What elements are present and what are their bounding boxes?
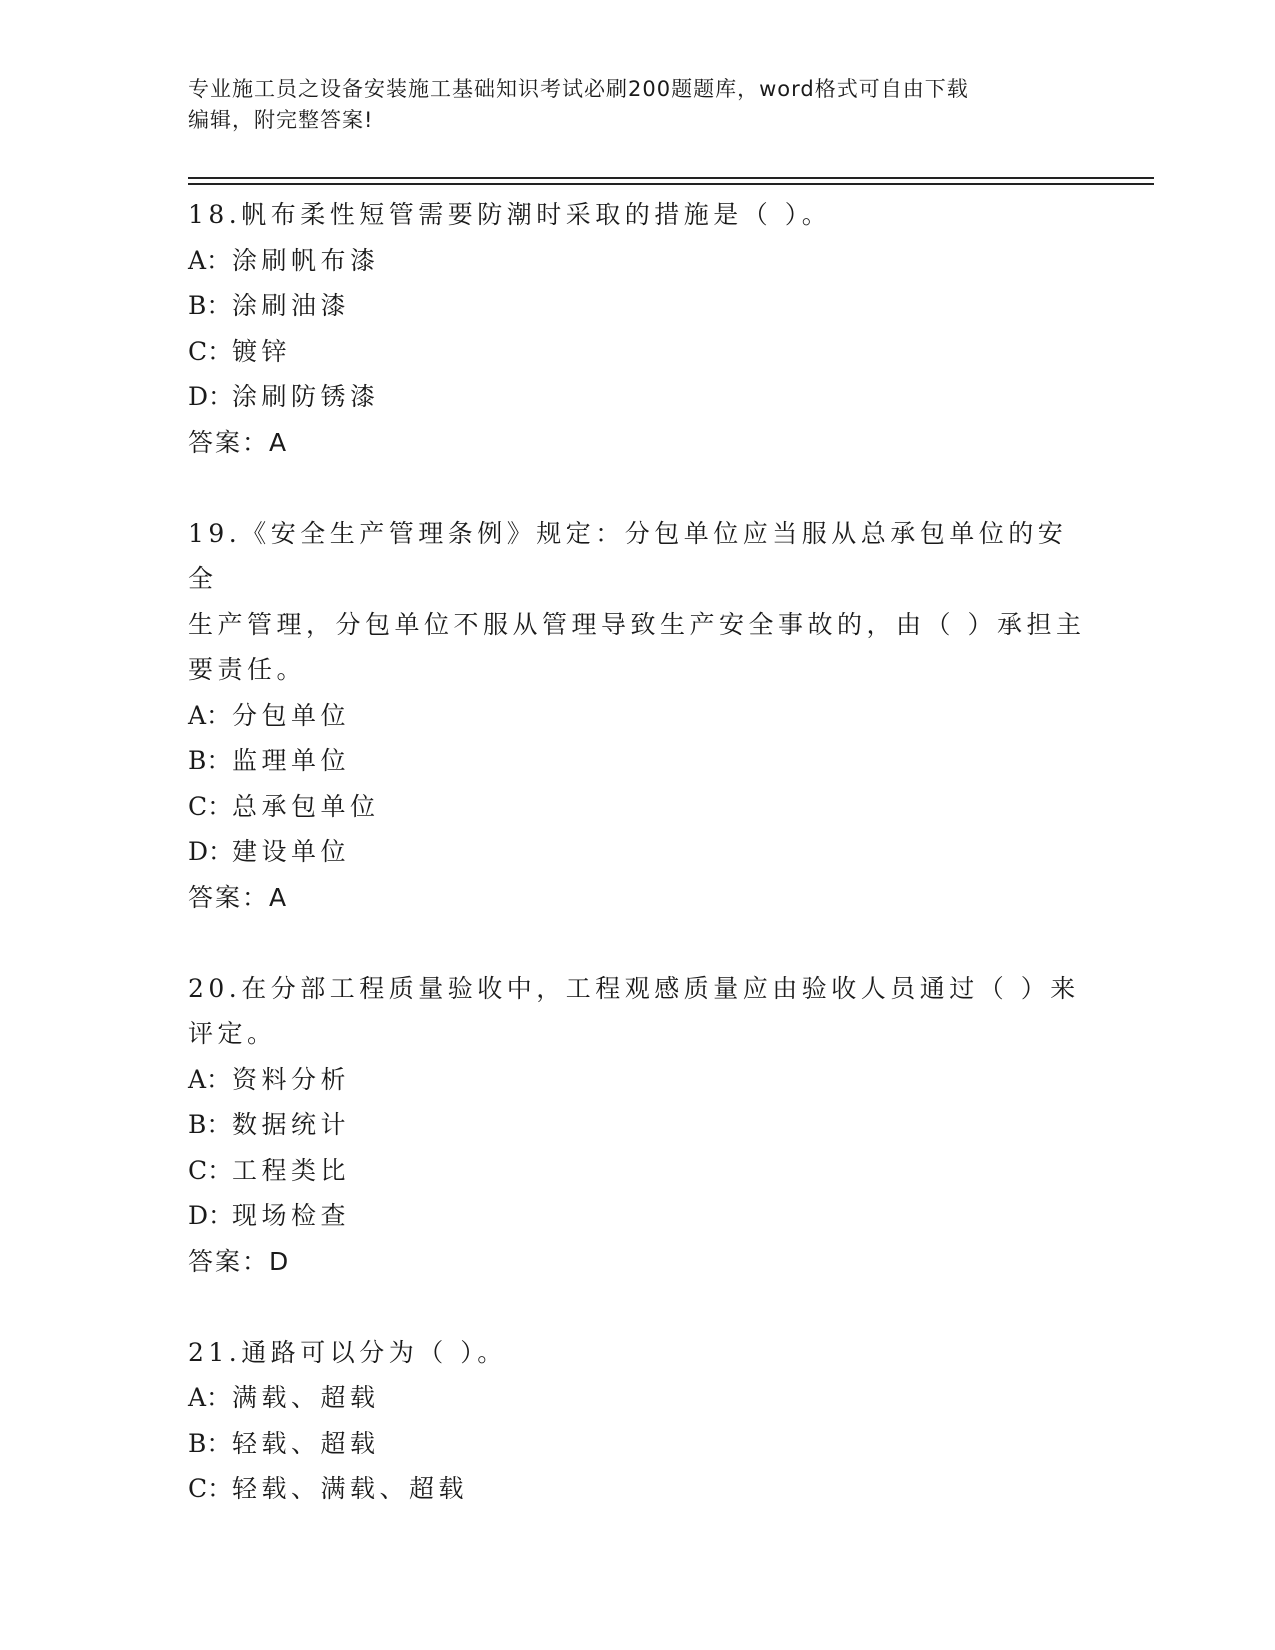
spacer bbox=[188, 1284, 1088, 1330]
option-text: 建设单位 bbox=[232, 837, 351, 866]
option-text: 涂刷防锈漆 bbox=[232, 382, 380, 411]
option-text: 轻载、满载、超载 bbox=[232, 1474, 469, 1503]
option-text: 镀锌 bbox=[232, 336, 292, 366]
option-key: B： bbox=[188, 746, 232, 775]
option-d bbox=[188, 374, 1088, 420]
question-text-line-2: 评定。 bbox=[188, 1019, 277, 1048]
question-19 bbox=[188, 511, 1088, 921]
option-key: D： bbox=[188, 1201, 234, 1230]
option-text: 总承包单位 bbox=[232, 791, 380, 821]
option-a bbox=[188, 238, 1088, 284]
option-c bbox=[188, 1466, 1088, 1512]
option-a bbox=[188, 693, 1088, 739]
option-key: B： bbox=[188, 1110, 232, 1139]
option-key: A： bbox=[188, 245, 232, 275]
option-key: A： bbox=[188, 1064, 232, 1094]
option-c bbox=[188, 329, 1088, 375]
question-18 bbox=[188, 192, 1088, 465]
header-divider-bottom bbox=[188, 183, 1154, 185]
option-text: 资料分析 bbox=[232, 1064, 351, 1094]
option-b bbox=[188, 283, 1088, 329]
header-divider-top bbox=[188, 177, 1154, 179]
option-b bbox=[188, 738, 1088, 784]
option-key: D： bbox=[188, 382, 234, 411]
answer-line: 答案：A bbox=[188, 427, 289, 457]
question-20 bbox=[188, 966, 1088, 1285]
option-text: 涂刷帆布漆 bbox=[232, 245, 380, 275]
option-text: 涂刷油漆 bbox=[232, 291, 351, 320]
option-b bbox=[188, 1421, 1088, 1467]
option-text: 现场检查 bbox=[232, 1201, 351, 1230]
option-a bbox=[188, 1375, 1088, 1421]
option-c bbox=[188, 784, 1088, 830]
spacer bbox=[188, 465, 1088, 511]
option-a bbox=[188, 1057, 1088, 1103]
answer-line: 答案：A bbox=[188, 882, 289, 912]
option-text: 数据统计 bbox=[232, 1110, 351, 1139]
question-text-line-2: 生产管理，分包单位不服从管理导致生产安全事故的，由（ ）承担主 bbox=[188, 609, 1086, 639]
option-key: B： bbox=[188, 291, 232, 320]
question-list bbox=[188, 192, 1088, 1512]
question-text: 18.帆布柔性短管需要防潮时采取的措施是（ ）。 bbox=[188, 200, 832, 229]
document-header bbox=[188, 74, 1088, 136]
option-text: 轻载、超载 bbox=[232, 1428, 380, 1458]
option-key: C： bbox=[188, 1474, 233, 1503]
option-text: 满载、超载 bbox=[232, 1383, 380, 1412]
question-text-line-1: 19.《安全生产管理条例》规定：分包单位应当服从总承包单位的安全 bbox=[188, 518, 1068, 593]
option-key: D： bbox=[188, 837, 234, 866]
option-key: C： bbox=[188, 1155, 233, 1185]
option-key: A： bbox=[188, 1383, 232, 1412]
option-key: C： bbox=[188, 791, 233, 821]
header-line-1: 专业施工员之设备安装施工基础知识考试必刷200题题库，word格式可自由下载 bbox=[188, 77, 969, 101]
question-text: 21.通路可以分为（ ）。 bbox=[188, 1337, 507, 1367]
option-d bbox=[188, 829, 1088, 875]
option-key: A： bbox=[188, 700, 232, 730]
question-text-line-3: 要责任。 bbox=[188, 655, 307, 684]
option-key: C： bbox=[188, 336, 233, 366]
answer-line: 答案：D bbox=[188, 1246, 291, 1276]
option-key: B： bbox=[188, 1428, 232, 1458]
question-21 bbox=[188, 1330, 1088, 1512]
header-line-2: 编辑，附完整答案! bbox=[188, 108, 374, 132]
option-text: 工程类比 bbox=[232, 1155, 351, 1185]
option-text: 监理单位 bbox=[232, 746, 351, 775]
spacer bbox=[188, 920, 1088, 966]
option-c bbox=[188, 1148, 1088, 1194]
question-text-line-1: 20.在分部工程质量验收中，工程观感质量应由验收人员通过（ ）来 bbox=[188, 973, 1080, 1003]
option-b bbox=[188, 1102, 1088, 1148]
option-d bbox=[188, 1193, 1088, 1239]
option-text: 分包单位 bbox=[232, 700, 351, 730]
